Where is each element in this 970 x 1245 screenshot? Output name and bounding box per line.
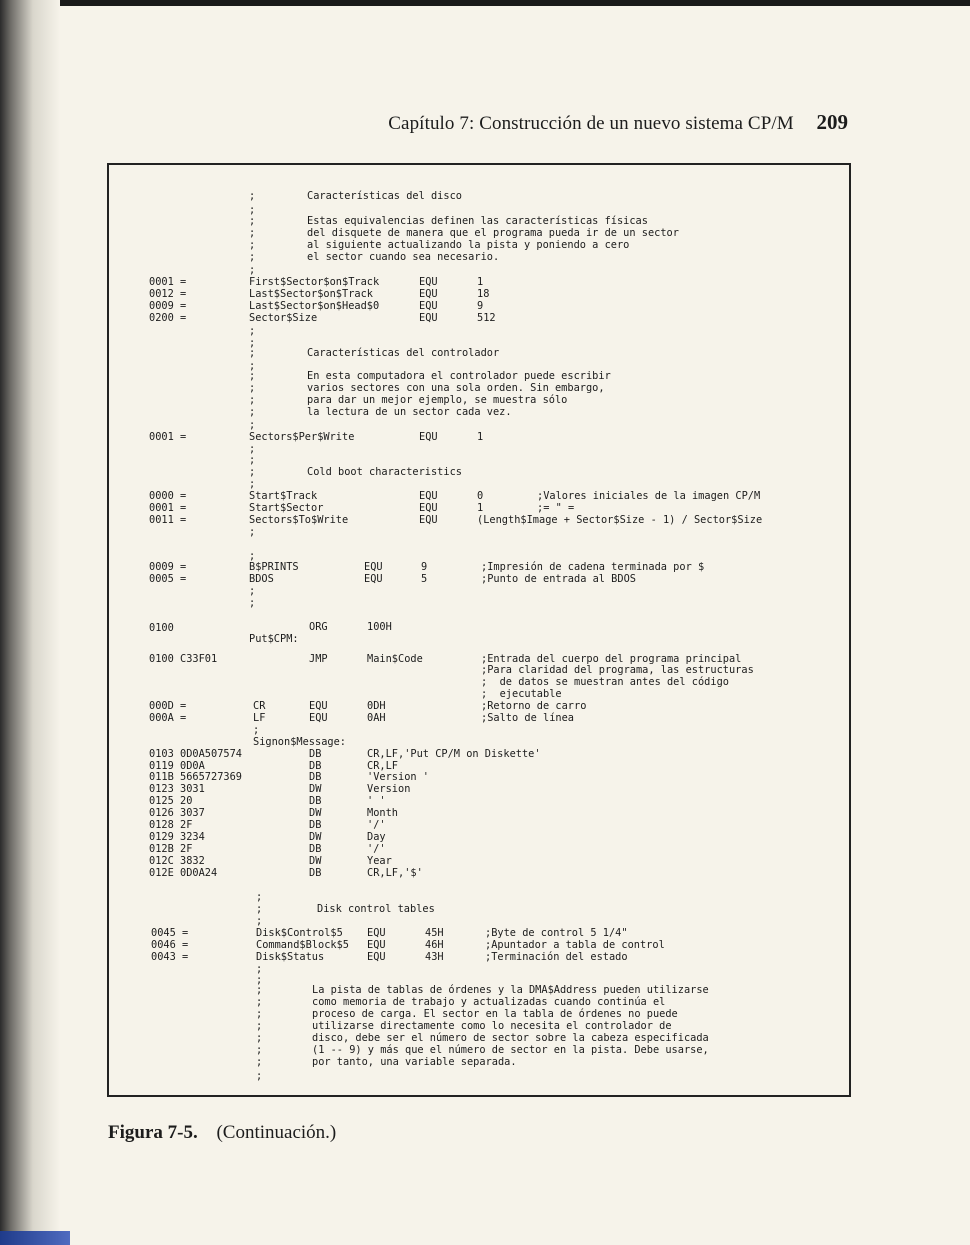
listing-text-o1a: 0100 — [149, 622, 174, 634]
listing-text-l70b: (1 -- 9) y más que el número de sector en la pista. Debe usarse, — [312, 1044, 709, 1056]
listing-text-d2e: ;Apuntador a tabla de control — [485, 939, 665, 951]
listing-text-c1b: CR — [253, 700, 266, 712]
listing-text-m4d: Version — [367, 783, 411, 795]
listing-text-m2a: 0119 0D0A — [149, 760, 205, 772]
listing-text-l03: ; — [249, 215, 256, 227]
listing-text-e8a: 0011 = — [149, 514, 187, 526]
listing-text-e7d: 1 — [477, 502, 484, 514]
listing-text-l01b: Características del disco — [307, 190, 462, 202]
listing-text-d1e: ;Byte de control 5 1/4" — [485, 927, 628, 939]
listing-text-l03b: Estas equivalencias definen las características físicas — [307, 215, 648, 227]
listing-text-l17b: varios sectores con una sola orden. Sin embargo, — [307, 382, 605, 394]
listing-text-e3b: Last$Sector$on$Head$0 — [249, 300, 380, 312]
listing-text-e5c: EQU — [419, 431, 438, 443]
listing-text-m5d: ' ' — [367, 795, 386, 807]
listing-text-m2c: DB — [309, 760, 322, 772]
page-top-edge — [0, 0, 970, 6]
listing-text-m10a: 012C 3832 — [149, 855, 205, 867]
listing-text-e9a: 0009 = — [149, 561, 187, 573]
listing-text-d1a: 0045 = — [151, 927, 189, 939]
listing-text-j1a: 0100 C33F01 — [149, 653, 218, 665]
listing-text-c2d: 0AH — [367, 712, 386, 724]
listing-text-d3b: Disk$Status — [256, 951, 325, 963]
listing-text-l23: ; — [249, 454, 256, 466]
listing-text-l05b: al siguiente actualizando la pista y poniendo a cero — [307, 239, 630, 251]
listing-text-m4c: DW — [309, 783, 322, 795]
listing-text-c1c: EQU — [309, 700, 328, 712]
listing-text-l04: ; — [249, 227, 256, 239]
listing-text-e3d: 9 — [477, 300, 484, 312]
listing-text-l17: ; — [249, 382, 256, 394]
listing-text-e9b: B$PRINTS — [249, 561, 299, 573]
listing-text-m10d: Year — [367, 855, 392, 867]
listing-text-l34: ; — [249, 597, 256, 609]
listing-text-e10b: BDOS — [249, 573, 274, 585]
listing-text-e9c: EQU — [364, 561, 383, 573]
listing-text-j1e: ;Entrada del cuerpo del programa principal — [481, 653, 742, 665]
listing-text-e6c: EQU — [419, 490, 438, 502]
listing-text-l64: ; — [256, 974, 263, 986]
listing-text-l16b: En esta computadora el controlador puede escribir — [307, 370, 611, 382]
listing-text-m5c: DB — [309, 795, 322, 807]
listing-text-e1c: EQU — [419, 276, 438, 288]
listing-text-l66: ; — [256, 996, 263, 1008]
listing-text-c2b: LF — [253, 712, 266, 724]
listing-text-l72: ; — [256, 1070, 263, 1082]
chapter-title: Capítulo 7: Construcción de un nuevo sistema CP/M — [388, 113, 794, 134]
listing-text-l20: ; — [249, 419, 256, 431]
listing-text-d2c: EQU — [367, 939, 386, 951]
listing-text-e9d: 9 — [421, 561, 428, 573]
listing-text-l04b: del disquete de manera que el programa pueda ir de un sector — [307, 227, 679, 239]
listing-text-e7a: 0001 = — [149, 502, 187, 514]
listing-text-m11a: 012E 0D0A24 — [149, 867, 218, 879]
listing-text-m11d: CR,LF,'$' — [367, 867, 423, 879]
listing-text-l13: ; — [249, 337, 256, 349]
listing-text-e4a: 0200 = — [149, 312, 187, 324]
listing-text-l29: ; — [249, 526, 256, 538]
listing-text-c2a: 000A = — [149, 712, 187, 724]
running-header — [388, 110, 848, 135]
listing-text-c1a: 000D = — [149, 700, 187, 712]
listing-text-e8d: (Length$Image + Sector$Size - 1) / Sector$Size — [477, 514, 763, 526]
listing-text-l71b: por tanto, una variable separada. — [312, 1056, 517, 1068]
listing-text-l59: ; — [256, 915, 263, 927]
listing-text-l14b: Características del controlador — [307, 347, 500, 359]
listing-text-j4e: ; ejecutable — [481, 688, 562, 700]
listing-text-e8c: EQU — [419, 514, 438, 526]
listing-text-m8d: Day — [367, 831, 386, 843]
listing-text-l65: ; — [256, 984, 263, 996]
listing-text-l19: ; — [249, 406, 256, 418]
listing-text-m9c: DB — [309, 843, 322, 855]
listing-text-l19b: la lectura de un sector cada vez. — [307, 406, 512, 418]
listing-text-e10c: EQU — [364, 573, 383, 585]
listing-text-m8a: 0129 3234 — [149, 831, 205, 843]
listing-text-m2d: CR,LF — [367, 760, 398, 772]
listing-text-e4c: EQU — [419, 312, 438, 324]
listing-text-o2b: Put$CPM: — [249, 633, 299, 645]
listing-text-l18: ; — [249, 394, 256, 406]
listing-text-l71: ; — [256, 1056, 263, 1068]
listing-text-d2b: Command$Block$5 — [256, 939, 349, 951]
listing-text-m0b: Signon$Message: — [253, 736, 346, 748]
listing-text-m6a: 0126 3037 — [149, 807, 205, 819]
listing-text-c2c: EQU — [309, 712, 328, 724]
listing-text-e4d: 512 — [477, 312, 496, 324]
listing-text-c1d: 0DH — [367, 700, 386, 712]
listing-text-l01: ; — [249, 190, 256, 202]
listing-text-l68b: utilizarse directamente como lo necesita el controlador de — [312, 1020, 672, 1032]
listing-text-m3a: 011B 5665727369 — [149, 771, 242, 783]
figure-label: Figura 7-5. — [108, 1122, 198, 1143]
listing-text-e2b: Last$Sector$on$Track — [249, 288, 373, 300]
listing-text-m1a: 0103 0D0A507574 — [149, 748, 242, 760]
listing-text-l67: ; — [256, 1008, 263, 1020]
listing-text-l16: ; — [249, 370, 256, 382]
listing-text-e5a: 0001 = — [149, 431, 187, 443]
listing-text-l67b: proceso de carga. El sector en la tabla de órdenes no puede — [312, 1008, 678, 1020]
listing-frame — [107, 163, 851, 1097]
listing-text-e4b: Sector$Size — [249, 312, 318, 324]
listing-text-e8b: Sectors$To$Write — [249, 514, 349, 526]
listing-text-m4a: 0123 3031 — [149, 783, 205, 795]
listing-text-e6b: Start$Track — [249, 490, 318, 502]
listing-text-d3a: 0043 = — [151, 951, 189, 963]
listing-text-l14: ; — [249, 347, 256, 359]
listing-text-j3e: ; de datos se muestran antes del código — [481, 676, 729, 688]
listing-text-l12: ; — [249, 325, 256, 337]
listing-text-l69b: disco, debe ser el número de sector sobre la cabeza especificada — [312, 1032, 709, 1044]
listing-text-e2d: 18 — [477, 288, 490, 300]
listing-text-o1d: 100H — [367, 621, 392, 633]
listing-text-l02: ; — [249, 204, 256, 216]
assembly-listing — [109, 165, 849, 1095]
listing-text-l63: ; — [256, 963, 263, 975]
listing-text-d3e: ;Terminación del estado — [485, 951, 628, 963]
listing-text-e2c: EQU — [419, 288, 438, 300]
listing-text-d1d: 45H — [425, 927, 444, 939]
listing-text-l24b: Cold boot characteristics — [307, 466, 462, 478]
listing-text-m6d: Month — [367, 807, 398, 819]
listing-text-m9d: '/' — [367, 843, 386, 855]
listing-text-e10a: 0005 = — [149, 573, 187, 585]
listing-text-o1c: ORG — [309, 621, 328, 633]
listing-text-e5d: 1 — [477, 431, 484, 443]
listing-text-e1b: First$Sector$on$Track — [249, 276, 380, 288]
listing-text-m1c: DB — [309, 748, 322, 760]
listing-text-m7a: 0128 2F — [149, 819, 193, 831]
listing-text-l58: ; — [256, 903, 263, 915]
listing-text-m11c: DB — [309, 867, 322, 879]
listing-text-l58b: Disk control tables — [317, 903, 435, 915]
listing-text-e5b: Sectors$Per$Write — [249, 431, 355, 443]
page-number: 209 — [816, 110, 848, 134]
listing-text-d3c: EQU — [367, 951, 386, 963]
listing-text-e2a: 0012 = — [149, 288, 187, 300]
listing-text-l18b: para dar un mejor ejemplo, se muestra sólo — [307, 394, 568, 406]
listing-text-l65b: La pista de tablas de órdenes y la DMA$Address pueden utilizarse — [312, 984, 709, 996]
listing-text-d2a: 0046 = — [151, 939, 189, 951]
listing-text-e6d: 0 — [477, 490, 484, 502]
listing-text-l05: ; — [249, 239, 256, 251]
listing-text-m9a: 012B 2F — [149, 843, 193, 855]
listing-text-j2e: ;Para claridad del programa, las estructuras — [481, 664, 754, 676]
listing-text-e6a: 0000 = — [149, 490, 187, 502]
listing-text-l07: ; — [249, 264, 256, 276]
listing-text-m7d: '/' — [367, 819, 386, 831]
listing-text-e9e: ;Impresión de cadena terminada por $ — [481, 561, 705, 573]
listing-text-e1a: 0001 = — [149, 276, 187, 288]
listing-text-e10e: ;Punto de entrada al BDOS — [481, 573, 636, 585]
book-gutter-shadow — [0, 0, 60, 1245]
listing-text-m3c: DB — [309, 771, 322, 783]
listing-text-m5a: 0125 20 — [149, 795, 193, 807]
listing-text-e7e: ;= " = — [537, 502, 575, 514]
listing-text-c2e: ;Salto de línea — [481, 712, 574, 724]
listing-text-l24: ; — [249, 466, 256, 478]
listing-text-l25: ; — [249, 478, 256, 490]
listing-text-d2d: 46H — [425, 939, 444, 951]
listing-text-d1c: EQU — [367, 927, 386, 939]
listing-text-j1d: Main$Code — [367, 653, 423, 665]
listing-text-e7c: EQU — [419, 502, 438, 514]
listing-text-m10c: DW — [309, 855, 322, 867]
listing-text-l33: ; — [249, 585, 256, 597]
listing-text-d1b: Disk$Control$5 — [256, 927, 343, 939]
listing-text-l22: ; — [249, 443, 256, 455]
listing-text-e6e: ;Valores iniciales de la imagen CP/M — [537, 490, 761, 502]
listing-text-l06: ; — [249, 251, 256, 263]
listing-text-e3a: 0009 = — [149, 300, 187, 312]
listing-text-j1c: JMP — [309, 653, 328, 665]
listing-text-m1d: CR,LF,'Put CP/M on Diskette' — [367, 748, 541, 760]
listing-text-d3d: 43H — [425, 951, 444, 963]
listing-text-l70: ; — [256, 1044, 263, 1056]
listing-text-l57: ; — [256, 891, 263, 903]
listing-text-m7c: DB — [309, 819, 322, 831]
figure-caption — [108, 1122, 336, 1144]
listing-text-c1e: ;Retorno de carro — [481, 700, 587, 712]
listing-text-l44: ; — [253, 724, 260, 736]
listing-text-e3c: EQU — [419, 300, 438, 312]
listing-text-m3d: 'Version ' — [367, 771, 429, 783]
listing-text-e7b: Start$Sector — [249, 502, 324, 514]
listing-text-l66b: como memoria de trabajo y actualizadas cuando continúa el — [312, 996, 666, 1008]
listing-text-e1d: 1 — [477, 276, 484, 288]
listing-text-l06b: el sector cuando sea necesario. — [307, 251, 500, 263]
listing-text-l68: ; — [256, 1020, 263, 1032]
listing-text-l15: ; — [249, 360, 256, 372]
listing-text-m6c: DW — [309, 807, 322, 819]
scan-edge-mark — [0, 1231, 70, 1245]
listing-text-e10d: 5 — [421, 573, 428, 585]
figure-caption-text: (Continuación.) — [216, 1122, 337, 1143]
listing-text-l69: ; — [256, 1032, 263, 1044]
listing-text-m8c: DW — [309, 831, 322, 843]
listing-text-l30: ; — [249, 550, 256, 562]
